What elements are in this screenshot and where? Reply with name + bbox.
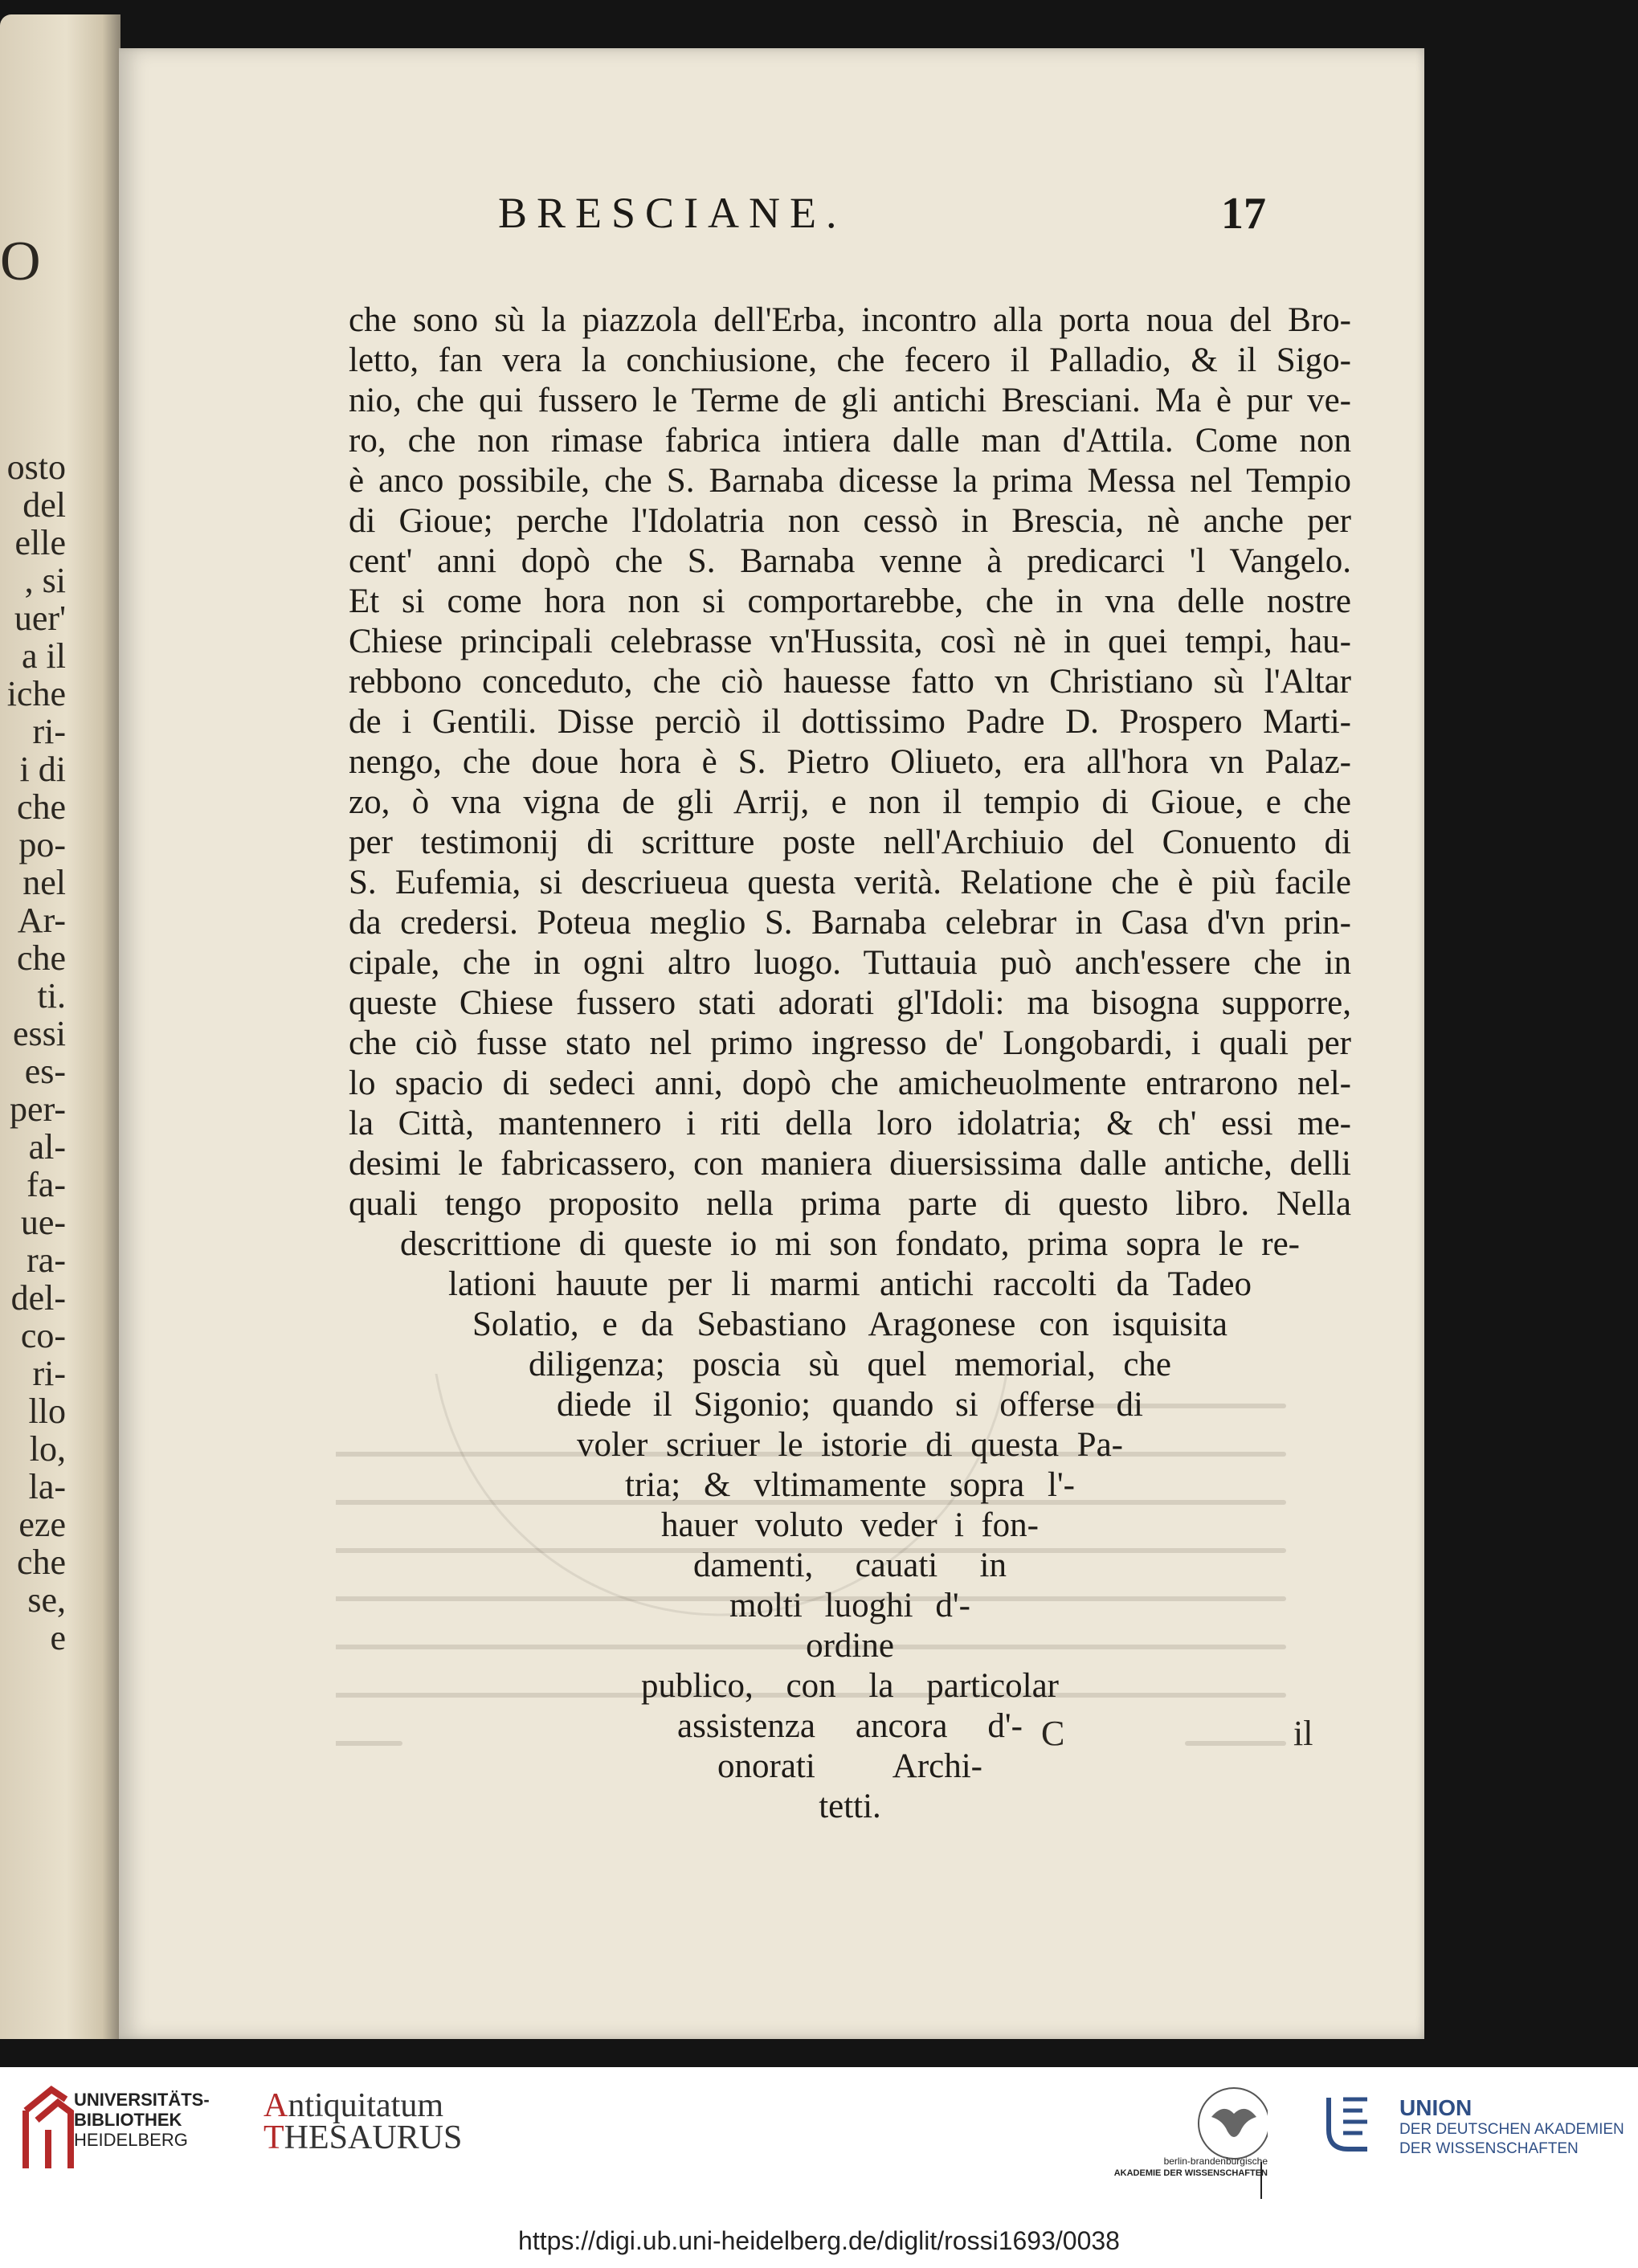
previous-page-fragment: i di [19,750,66,789]
text-line: tetti. [819,1788,881,1825]
signature-mark: C [1041,1714,1065,1753]
text-line: rebbono conceduto, che ciò hauesse fatto vn Christiano sù l'Altar [349,663,1351,701]
ub-line-3: HEIDELBERG [74,2130,188,2150]
previous-page-fragment: lo, [29,1429,66,1469]
text-line: Chiese principali celebrasse vn'Hussita, così nè in quei tempi, hau- [349,623,1351,660]
text-line: assistenza ancora d'- [677,1707,1023,1745]
previous-page-fragment: che [16,938,66,978]
bbaw-line-1: berlin-brandenburgische [1163,2156,1268,2167]
text-line: diligenza; poscia sù quel memorial, che [529,1346,1171,1383]
ub-heidelberg-name[interactable] [74,2090,210,2150]
text-line: voler scriuer le istorie di questa Pa- [577,1426,1123,1464]
previous-page-fragment: essi [13,1014,66,1053]
previous-page-fragment: osto [6,448,66,487]
text-line: nio, che qui fussero le Terme de gli antichi Bresciani. Ma è pur ve- [349,382,1351,419]
previous-page-fragment: ra- [27,1240,66,1280]
previous-page-fragment: ri- [32,712,66,751]
thesaurus-initial-a: A [263,2087,288,2124]
previous-page-fragment: po- [18,825,66,864]
text-line: cipale, che in ogni altro luogo. Tuttauia può anch'essere che in [349,944,1351,982]
text-line: la Città, mantennero i riti della loro idolatria; & ch' essi me- [349,1105,1351,1142]
text-line: S. Eufemia, si descriueua questa verità. Relatione che è più facile [349,864,1351,901]
previous-page-fragment: al- [28,1127,66,1167]
bbaw-eagle-icon[interactable] [1059,2078,1268,2199]
previous-page-fragment: e [50,1618,66,1657]
union-title: UNION [1399,2095,1473,2120]
previous-page-fragment: che [16,1543,66,1582]
text-line: hauer voluto veder i fon- [661,1506,1039,1544]
text-line: cent' anni dopò che S. Barnaba venne à predicarci 'l Vangelo. [349,542,1351,580]
previous-page-fragment: elle [14,523,66,562]
previous-page-fragment: se, [27,1580,66,1620]
text-line: ro, che non rimase fabrica intiera dalle man d'Attila. Come non [349,422,1351,460]
footer-bar [0,2067,1638,2268]
previous-page-fragment: a il [22,636,66,676]
previous-page-fragment: es- [24,1052,66,1091]
text-line: letto, fan vera la conchiusione, che fecero il Palladio, & il Sigo- [349,341,1351,379]
previous-page-fragment: ue- [20,1203,66,1242]
previous-page-fragment: uer' [14,599,66,638]
previous-page-edge [0,14,121,2039]
text-line: descrittione di queste io mi son fondato, prima sopra le re- [400,1225,1300,1263]
running-head: BRESCIANE. [498,189,847,237]
ub-line-2: BIBLIOTHEK [74,2110,182,2130]
union-line-1: DER DEUTSCHEN AKADEMIEN [1399,2121,1624,2138]
text-line: ordine [806,1627,894,1665]
text-line: damenti, cauati in [693,1547,1007,1584]
antiquitatum-thesaurus-logo[interactable] [263,2087,463,2156]
bbaw-line-2: AKADEMIE DER WISSENSCHAFTEN [1113,2168,1268,2178]
previous-page-fragment: del [22,485,66,525]
permalink-url[interactable]: https://digi.ub.uni-heidelberg.de/diglit/rossi1693/0038 [518,2226,1120,2255]
text-line: Et si come hora non si comportarebbe, che in vna delle nostre [349,582,1351,620]
previous-page-fragment: che [16,787,66,827]
previous-page-fragment: nel [22,863,66,902]
previous-page-fragment: , si [24,561,66,600]
previous-page-fragment: la- [28,1467,66,1506]
text-line: nengo, che doue hora è S. Pietro Oliueto, era all'hora vn Palaz- [349,743,1351,781]
previous-page-letter: O [0,231,41,292]
previous-page-fragment: del- [10,1278,66,1318]
text-line: onorati Archi- [717,1747,982,1785]
previous-page-fragment: ti. [37,976,66,1015]
previous-page-fragment: llo [28,1391,66,1431]
text-line: zo, ò vna vigna de gli Arrij, e non il tempio di Gioue, e che [349,783,1351,821]
thesaurus-word-1: ntiquitatum [288,2087,443,2124]
page-number: 17 [1221,189,1266,239]
previous-page-fragment: ri- [32,1354,66,1393]
text-line: è anco possibile, che S. Barnaba dicesse la prima Messa nel Tempio [349,462,1351,500]
previous-page-fragment: co- [20,1316,66,1355]
text-line: Solatio, e da Sebastiano Aragonese con isquisita [472,1306,1227,1343]
catchword: il [1293,1714,1313,1753]
previous-page-fragment: iche [6,674,66,713]
text-line: queste Chiese fussero stati adorati gl'Idoli: ma bisogna supporre, [349,984,1351,1022]
text-line: di Gioue; perche l'Idolatria non cessò in Brescia, nè anche per [349,502,1351,540]
text-line: molti luoghi d'- [729,1587,970,1624]
thesaurus-initial-t: T [263,2119,284,2156]
previous-page-fragment: per- [10,1089,66,1129]
previous-page-fragment: eze [18,1505,66,1544]
text-line: lationi hauute per li marmi antichi raccolti da Tadeo [448,1265,1252,1303]
ub-line-1: UNIVERSITÄTS- [74,2090,210,2110]
union-line-2: DER WISSENSCHAFTEN [1399,2140,1579,2157]
text-line: che ciò fusse stato nel primo ingresso de' Longobardi, i quali per [349,1024,1351,1062]
text-line: quali tengo proposito nella prima parte di questo libro. Nella [349,1185,1351,1223]
text-line: diede il Sigonio; quando si offerse di [557,1386,1143,1424]
text-line: publico, con la particolar [641,1667,1059,1705]
body-text [349,300,1351,1827]
text-line: che sono sù la piazzola dell'Erba, incontro alla porta noua del Bro- [349,301,1351,339]
previous-page-fragment: fa- [27,1165,66,1204]
text-line: lo spacio di sedeci anni, dopò che amicheuolmente entrarono nel- [349,1065,1351,1102]
text-line: desimi le fabricassero, con maniera diuersissima dalle antiche, delli [349,1145,1351,1183]
book-page [119,48,1424,2039]
text-line: de i Gentili. Disse perciò il dottissimo Padre D. Prospero Marti- [349,703,1351,741]
previous-page-fragment: Ar- [17,901,66,940]
text-line: tria; & vltimamente sopra l'- [625,1466,1075,1504]
bbaw-name[interactable] [1059,2156,1268,2180]
text-line: per testimonij di scritture poste nell'Archiuio del Conuento di [349,823,1351,861]
previous-page-fragments [0,448,66,1657]
union-academies-logo-icon[interactable] [1324,2091,1372,2156]
union-academies-name[interactable] [1399,2096,1624,2159]
thesaurus-word-2: HESAURUS [284,2119,463,2156]
text-line: da credersi. Poteua meglio S. Barnaba celebrar in Casa d'vn prin- [349,904,1351,942]
